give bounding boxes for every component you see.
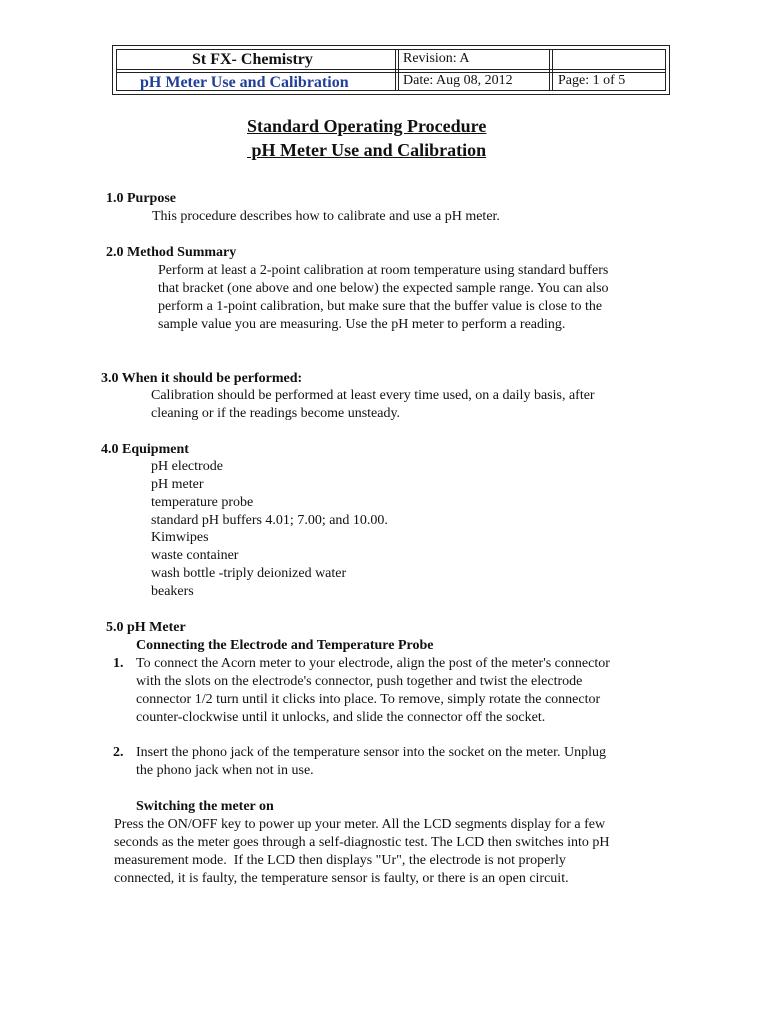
- section-purpose-heading: 1.0 Purpose: [106, 191, 176, 206]
- section-summary-line: sample value you are measuring. Use the pH meter to perform a reading.: [158, 317, 566, 332]
- step1-line: with the slots on the electrode's connector, push together and twist the electrode: [136, 674, 583, 689]
- step2-line: Insert the phono jack of the temperature sensor into the socket on the meter. Unplug: [136, 745, 607, 760]
- header-revision: Revision: A: [403, 51, 470, 66]
- header-divider: [549, 49, 550, 91]
- step1-line: counter-clockwise until it unlocks, and slide the connector off the socket.: [136, 710, 546, 725]
- step-number: 1.: [113, 656, 124, 671]
- switching-line: seconds as the meter goes through a self-diagnostic test. The LCD then switches into pH: [114, 835, 610, 850]
- equipment-item: Kimwipes: [151, 530, 209, 545]
- switching-line: Press the ON/OFF key to power up your meter. All the LCD segments display for a few: [114, 817, 606, 832]
- header-divider: [116, 69, 666, 70]
- section-summary-heading: 2.0 Method Summary: [106, 245, 237, 260]
- equipment-item: pH meter: [151, 477, 204, 492]
- section-when-line: Calibration should be performed at least every time used, on a daily basis, after: [151, 388, 595, 403]
- equipment-item: wash bottle -triply deionized water: [151, 566, 347, 581]
- step1-line: To connect the Acorn meter to your electrode, align the post of the meter's connector: [136, 656, 610, 671]
- doc-title-line1: Standard Operating Procedure: [247, 116, 487, 136]
- section-purpose-text: This procedure describes how to calibrate and use a pH meter.: [152, 209, 500, 224]
- section-summary-line: that bracket (one above and one below) the expected sample range. You can also: [158, 281, 609, 296]
- equipment-item: standard pH buffers 4.01; 7.00; and 10.00.: [151, 513, 388, 528]
- section-when-line: cleaning or if the readings become unsteady.: [151, 406, 401, 421]
- header-date: Date: Aug 08, 2012: [403, 73, 513, 88]
- switching-heading: Switching the meter on: [136, 799, 274, 814]
- section-when-heading: 3.0 When it should be performed:: [101, 371, 303, 386]
- header-divider: [552, 49, 553, 91]
- section-summary-line: perform a 1-point calibration, but make sure that the buffer value is close to the: [158, 299, 603, 314]
- step-number: 2.: [113, 745, 124, 760]
- step1-line: connector 1/2 turn until it clicks into place. To remove, simply rotate the connector: [136, 692, 601, 707]
- section-equipment-heading: 4.0 Equipment: [101, 442, 189, 457]
- header-subject: pH Meter Use and Calibration: [140, 74, 349, 91]
- switching-line: measurement mode. If the LCD then displays "Ur", the electrode is not properly: [114, 853, 566, 868]
- doc-title-line2: pH Meter Use and Calibration: [247, 140, 487, 160]
- section-meter-heading: 5.0 pH Meter: [106, 620, 186, 635]
- header-page: Page: 1 of 5: [558, 73, 626, 88]
- equipment-item: pH electrode: [151, 459, 223, 474]
- section-meter-subheading: Connecting the Electrode and Temperature Probe: [136, 638, 434, 653]
- equipment-item: beakers: [151, 584, 194, 599]
- equipment-item: temperature probe: [151, 495, 254, 510]
- switching-line: connected, it is faulty, the temperature sensor is faulty, or there is an open circuit.: [114, 871, 569, 886]
- header-org: St FX- Chemistry: [192, 51, 313, 68]
- header-divider: [398, 49, 399, 91]
- step2-line: the phono jack when not in use.: [136, 763, 314, 778]
- header-divider: [395, 49, 396, 91]
- section-summary-line: Perform at least a 2-point calibration at room temperature using standard buffers: [158, 263, 609, 278]
- equipment-item: waste container: [151, 548, 239, 563]
